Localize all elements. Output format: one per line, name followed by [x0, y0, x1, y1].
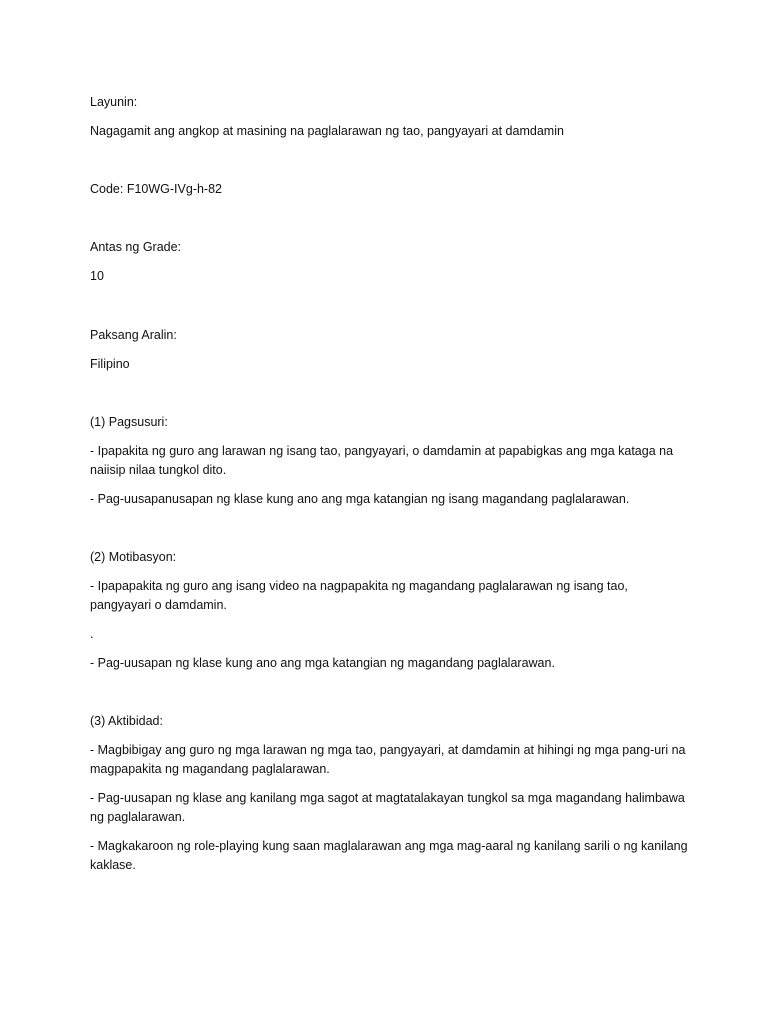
- section2-item: - Pag-uusapan ng klase kung ano ang mga katangian ng magandang paglalarawan.: [90, 656, 555, 670]
- section2-item: - Ipapapakita ng guro ang isang video na nagpapakita ng magandang paglalarawan ng isang tao, pangyayari o damdamin.: [90, 579, 628, 612]
- section3-item: - Magbibigay ang guro ng mga larawan ng mga tao, pangyayari, at damdamin at hihingi ng mga pang-uri na magpapakita ng magandang paglalarawan.: [90, 743, 686, 776]
- paksa-value: Filipino: [90, 357, 130, 371]
- antas-label: Antas ng Grade:: [90, 240, 182, 254]
- paksa-label: Paksang Aralin:: [90, 328, 177, 342]
- code-text: Code: F10WG-IVg-h-82: [90, 182, 222, 196]
- antas-value: 10: [90, 269, 104, 283]
- section3-item: - Pag-uusapan ng klase ang kanilang mga sagot at magtatalakayan tungkol sa mga magandang halimbawa ng paglalarawan.: [90, 791, 685, 824]
- section3-title: (3) Aktibidad:: [90, 714, 163, 728]
- layunin-label: Layunin:: [90, 95, 138, 109]
- section1-item: - Ipapakita ng guro ang larawan ng isang tao, pangyayari, o damdamin at papabigkas ang mga kataga na naiisip nilaa tungkol dito.: [90, 444, 674, 477]
- section2-title: (2) Motibasyon:: [90, 550, 177, 564]
- section3-item: - Magkakaroon ng role-playing kung saan maglalarawan ang mga mag-aaral ng kanilang sarili o ng kanilang kaklase.: [90, 839, 688, 872]
- section2-item: .: [90, 627, 94, 641]
- section1-item: - Pag-uusapanusapan ng klase kung ano ang mga katangian ng isang magandang paglalarawan.: [90, 492, 630, 506]
- section1-title: (1) Pagsusuri:: [90, 415, 168, 429]
- layunin-text: Nagagamit ang angkop at masining na paglalarawan ng tao, pangyayari at damdamin: [90, 124, 564, 138]
